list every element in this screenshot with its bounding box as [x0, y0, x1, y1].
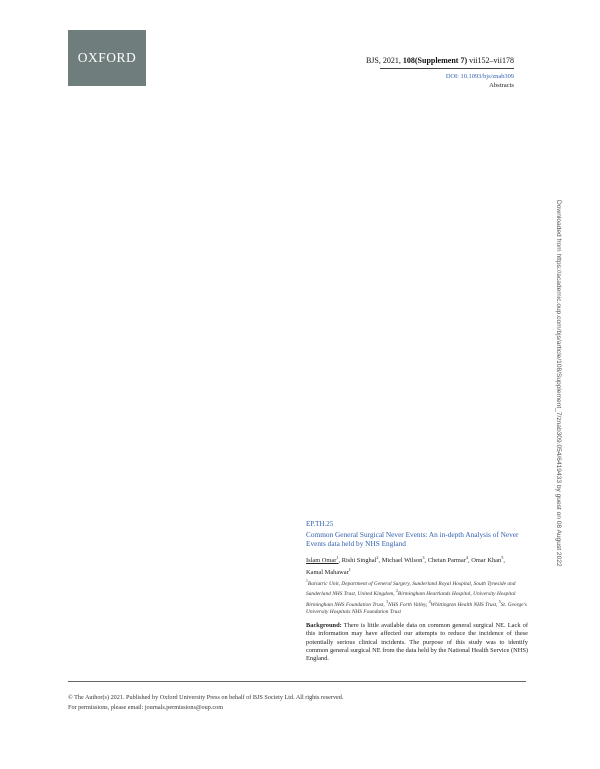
- permissions-notice: For permissions, please email: journals.permissions@oup.com: [68, 704, 224, 711]
- footer-rule: [68, 681, 526, 682]
- author: Islam Omar$^1$: [306, 555, 339, 565]
- author: Kamal Mahawar$^1$: [306, 566, 351, 576]
- affiliations: $^1$Bariatric Unit, Department of General Surgery, Sunderland Royal Hospital, South Tyneside and Sunderland NHS Trust, United Kingdom, $^2$Birmingham Heartlands Hospital, University Hospital Birmingham NHS Foundation Trust, $^3$NHS Forth Valley, $^4$Whittington Health NHS Trust, $^5$St. George's University Hospitals NHS Foundation Trust: [306, 579, 527, 615]
- abstract-block: [306, 520, 528, 670]
- oxford-logo-text: OXFORD: [77, 50, 137, 65]
- abstract-background: Background: There is little available data on common general surgical NE. Lack of this information may have affected our attempts to reduce the incidence of these potentially serious clinical incidents. The purpose of this study was to identify common general surgical NE from the data held by the National Health Service (NHS) England.: [306, 622, 528, 663]
- author: Rishi Singhal$^2$: [341, 555, 379, 565]
- oxford-logo: [68, 30, 146, 86]
- abstract-code: EP.TH.25: [306, 520, 334, 528]
- author: Michael Wilson$^3$: [381, 555, 425, 565]
- doi-link[interactable]: DOI: 10.1093/bjs/znab309: [445, 73, 514, 80]
- author: Omar Khan$^5$: [471, 555, 504, 565]
- author: Chetan Parmar$^4$: [427, 555, 468, 565]
- header-rule: [380, 68, 514, 69]
- abstract-title: Common General Surgical Never Events: An in-depth Analysis of Never Events data held by NHS England: [306, 530, 519, 548]
- journal-citation: BJS, 2021, 108(Supplement 7) vii152–vii178: [365, 56, 514, 65]
- author-list: Islam Omar$^1$, Rishi Singhal$^2$, Michael Wilson$^3$, Chetan Parmar$^4$, Omar Khan$^5$, Kamal Mahawar$^1$: [306, 555, 505, 576]
- download-note: Downloaded from https://academic.oup.com/bjs/article/108/Supplement_7/znab309.054/6419433 by guest on 08 August 2022: [555, 200, 562, 567]
- copyright-notice: © The Author(s) 2021. Published by Oxford University Press on behalf of BJS Society Ltd. All rights reserved.: [68, 694, 344, 701]
- section-label: Abstracts: [489, 82, 514, 89]
